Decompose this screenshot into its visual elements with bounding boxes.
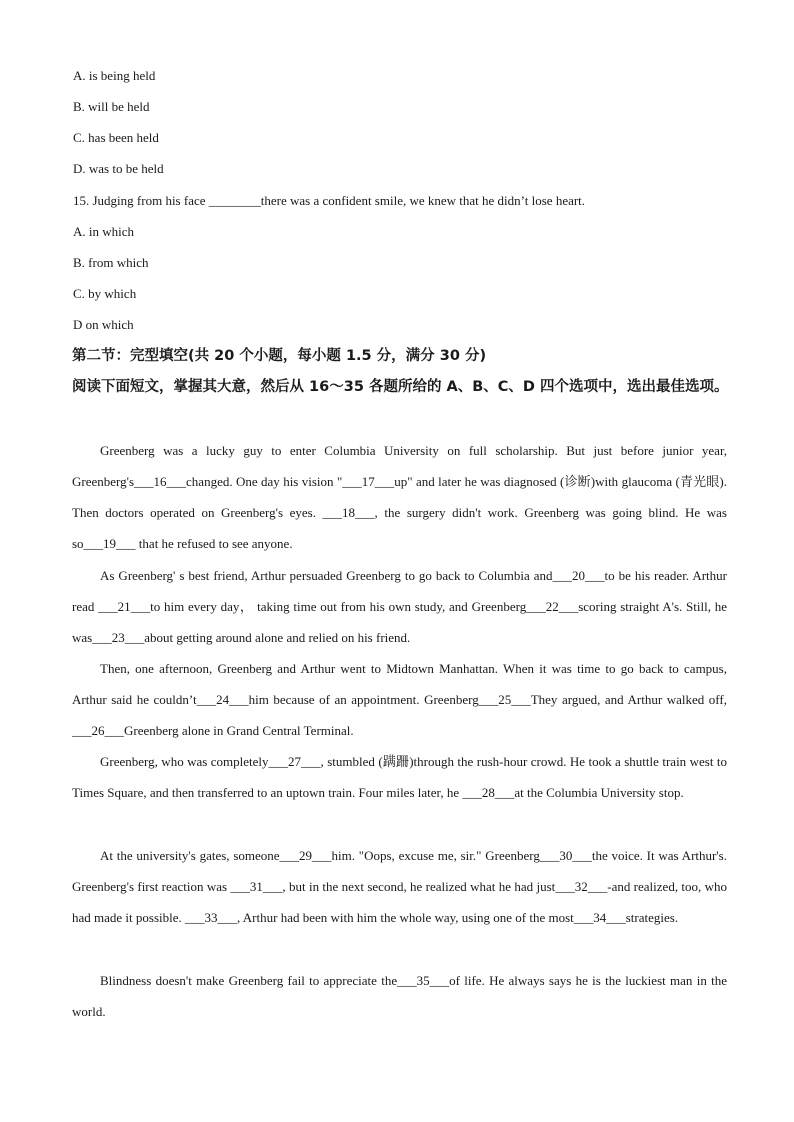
q15-stem: 15. Judging from his face ________there was a confident smile, we knew that he didn’t lose heart. [73, 193, 586, 208]
q15-option-a: A. in which [73, 224, 135, 239]
q15-option-d: D on which [73, 317, 134, 332]
q14-option-d: D. was to be held [73, 161, 164, 176]
paragraph-text: As Greenberg' s best friend, Arthur persuaded Greenberg to go back to Columbia and___20___to be his reader. Arthur read ___21___to him every day， taking time out from his own study, and Greenberg___22___scoring straight A's. Still, he was___23___about getting around alone and relied on his friend. [72, 568, 727, 645]
paragraph-text: At the university's gates, someone___29___him. "Oops, excuse me, sir." Greenberg___30___the voice. It was Arthur's. Greenberg's first reaction was ___31___, but in the next second, he realized what he had just___32___-and realized, too, who had made it possible. ___33___, Arthur had been with him the whole way, using one of the most___34___strategies. [72, 848, 727, 925]
passage-paragraph-5 [72, 840, 727, 933]
q15-option-b: B. from which [73, 255, 149, 270]
q14-option-a: A. is being held [73, 68, 156, 83]
passage-paragraph-4 [72, 746, 727, 808]
section-title: 第二节：完型填空(共 20 个小题，每小题 1.5 分，满分 30 分) [72, 348, 487, 364]
passage-paragraph-6 [72, 965, 727, 1027]
passage-paragraph-3 [72, 653, 727, 746]
passage-paragraph-1 [72, 435, 727, 559]
passage-paragraph-2 [72, 560, 727, 653]
q15-option-c: C. by which [73, 286, 137, 301]
paragraph-text: Greenberg, who was completely___27___, stumbled (蹒跚)through the rush-hour crowd. He took a shuttle train west to Times Square, and then transferred to an uptown train. Four miles later, he ___28___at the Columbia University stop. [72, 754, 727, 800]
paragraph-text: Greenberg was a lucky guy to enter Columbia University on full scholarship. But just before junior year, Greenberg's___16___changed. One day his vision "___17___up" and later he was diagnosed (诊断)with glaucoma (青光眼). Then doctors operated on Greenberg's eyes. ___18___, the surgery didn't work. Greenberg was going blind. He was so___19___ that he refused to see anyone. [72, 443, 727, 551]
q14-option-c: C. has been held [73, 130, 159, 145]
q14-option-b: B. will be held [73, 99, 150, 114]
paragraph-text: Blindness doesn't make Greenberg fail to appreciate the___35___of life. He always says he is the luckiest man in the world. [72, 973, 727, 1019]
section-instructions: 阅读下面短文，掌握其大意，然后从 16～35 各题所给的 A、B、C、D 四个选项中，选出最佳选项。 [72, 379, 729, 395]
paragraph-text: Then, one afternoon, Greenberg and Arthur went to Midtown Manhattan. When it was time to go back to campus, Arthur said he couldn’t___24___him because of an appointment. Greenberg___25___They argued, and Arthur walked off, ___26___Greenberg alone in Grand Central Terminal. [72, 661, 727, 738]
